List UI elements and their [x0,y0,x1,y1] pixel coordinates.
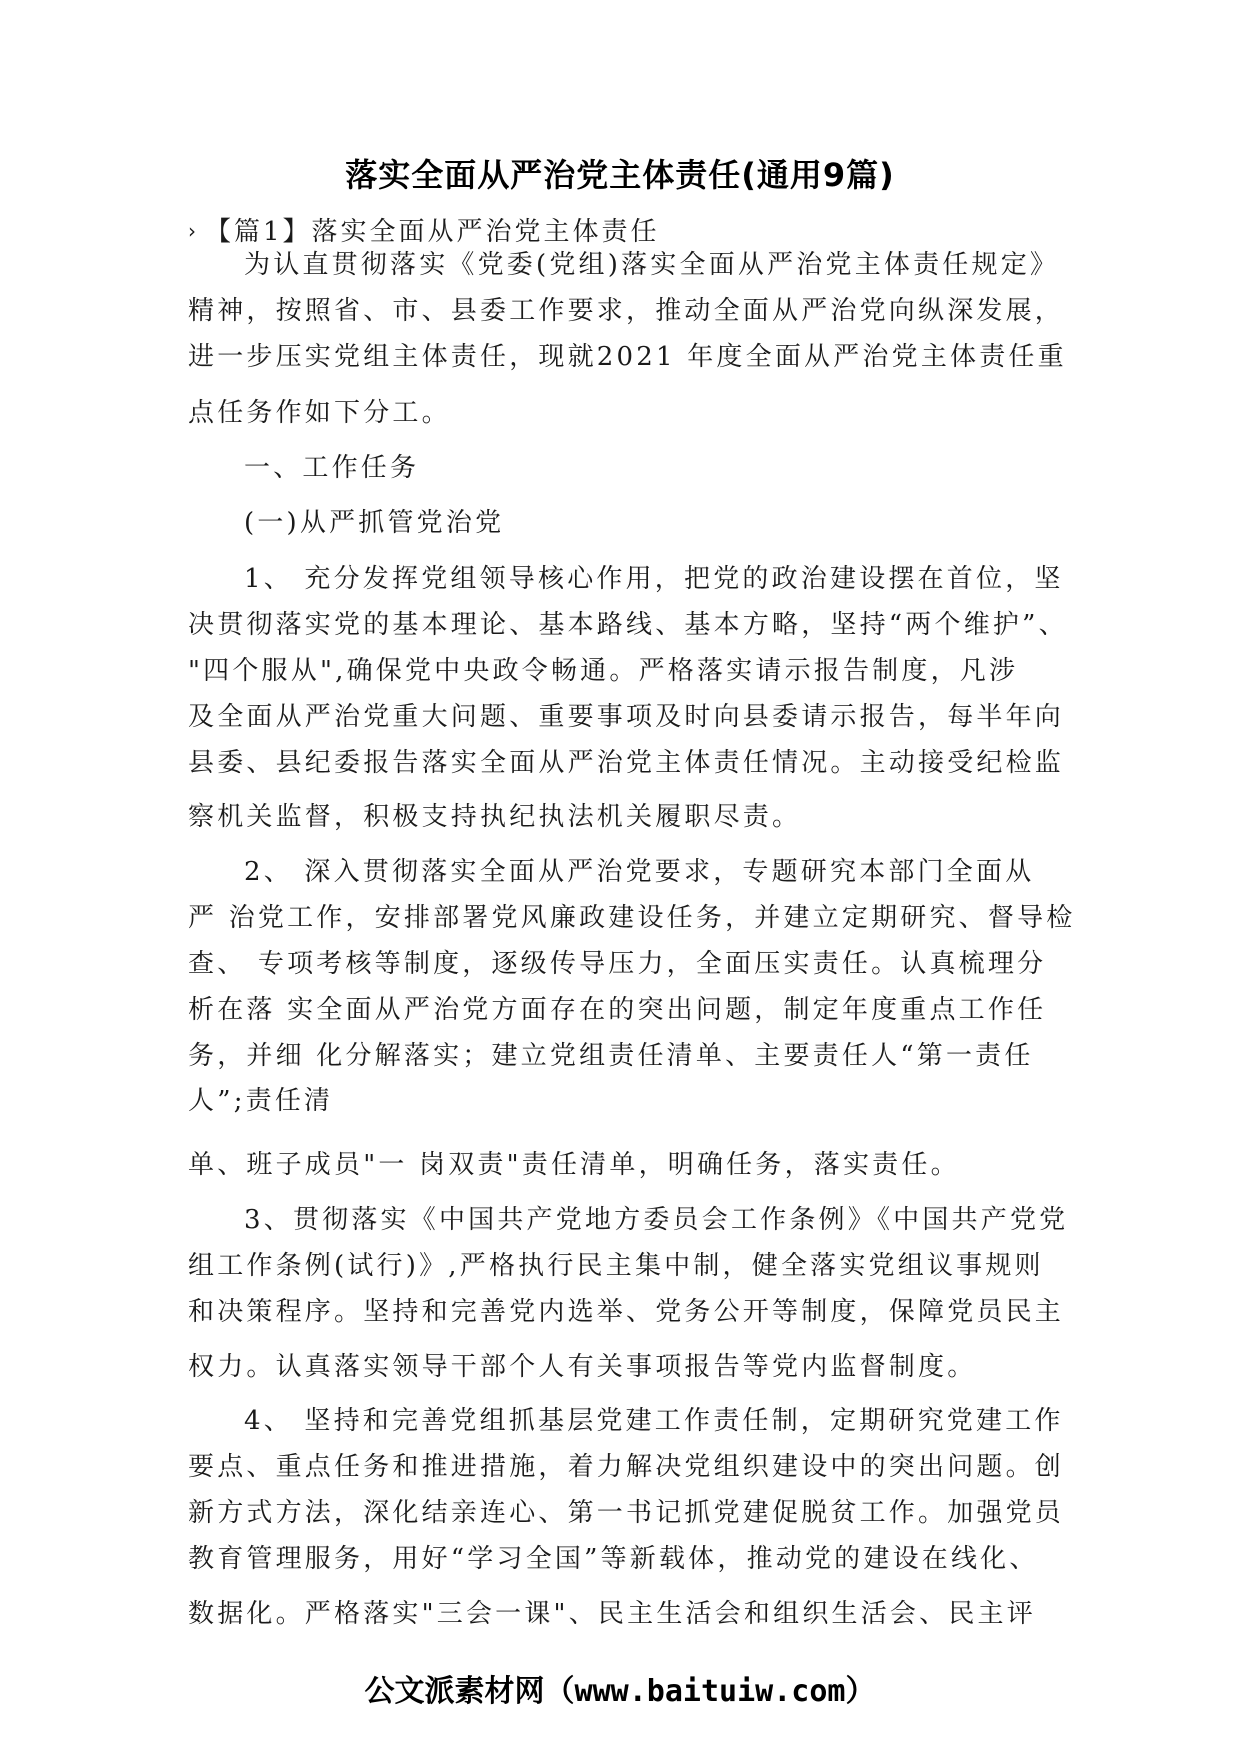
paragraph-line: 及全面从严治党重大问题、重要事项及时向县委请示报告，每半年向 [188,702,1065,732]
footer-watermark [0,1666,1240,1710]
paragraph-line: 3、贯彻落实《中国共产党地方委员会工作条例》《中国共产党党 [244,1205,1069,1235]
paragraph-line: 和决策程序。坚持和完善党内选举、党务公开等制度，保障党员民主 [188,1297,1065,1327]
document-title: 落实全面从严治党主体责任(通用9篇) [345,156,895,194]
section-subheading: (一)从严抓管党治党 [244,508,505,538]
paragraph-line: 点任务作如下分工。 [188,398,451,428]
paragraph-line: 数据化。严格落实"三会一课"、民主生活会和组织生活会、民主评 [188,1599,1036,1629]
paragraph-line: 组工作条例(试行)》,严格执行民主集中制，健全落实党组议事规则 [188,1251,1044,1281]
section-subheading: 一、工作任务 [244,453,420,483]
paragraph-line: 进一步压实党组主体责任，现就2021 年度全面从严治党主体责任重 [188,342,1067,372]
chevron-right-icon[interactable]: › [188,219,199,243]
paragraph-line: 4、 坚持和完善党组抓基层党建工作责任制，定期研究党建工作 [244,1406,1064,1436]
paragraph-line: 严 治党工作，安排部署党风廉政建设任务，并建立定期研究、督导检 [188,903,1076,933]
paragraph-line: 新方式方法，深化结亲连心、第一书记抓党建促脱贫工作。加强党员 [188,1498,1065,1528]
paragraph-line: 精神，按照省、市、县委工作要求，推动全面从严治党向纵深发展， [188,296,1065,326]
paragraph-line: 要点、重点任务和推进措施，着力解决党组织建设中的突出问题。创 [188,1452,1065,1482]
paragraph-line: 2、 深入贯彻落实全面从严治党要求，专题研究本部门全面从 [244,857,1035,887]
footer-url[interactable]: （www.baituiw.com） [544,1674,876,1709]
section-heading-text: 【篇1】落实全面从严治党主体责任 [205,217,660,247]
paragraph-line: 人”;责任清 [188,1086,334,1116]
paragraph-line: 教育管理服务，用好“学习全国”等新载体，推动党的建设在线化、 [188,1544,1039,1574]
paragraph-line: 查、 专项考核等制度，逐级传导压力，全面压实责任。认真梳理分 [188,949,1047,979]
paragraph-line: 务，并细 化分解落实；建立党组责任清单、主要责任人“第一责任 [188,1041,1034,1071]
paragraph-line: 决贯彻落实党的基本理论、基本路线、基本方略，坚持“两个维护”、 [188,610,1068,640]
paragraph-line: 县委、县纪委报告落实全面从严治党主体责任情况。主动接受纪检监 [188,748,1065,778]
section-heading[interactable] [188,211,660,248]
paragraph-line: 权力。认真落实领导干部个人有关事项报告等党内监督制度。 [188,1352,977,1382]
paragraph-line: 析在落 实全面从严治党方面存在的突出问题，制定年度重点工作任 [188,995,1047,1025]
paragraph-line: 1、 充分发挥党组领导核心作用，把党的政治建设摆在首位，坚 [244,564,1064,594]
paragraph-line: 为认直贯彻落实《党委(党组)落实全面从严治党主体责任规定》 [244,250,1060,280]
paragraph-line: 单、班子成员"一 岗双责"责任清单，明确任务，落实责任。 [188,1150,960,1180]
paragraph-line: "四个服从",确保党中央政令畅通。严格落实请示报告制度，凡涉 [188,656,1019,686]
footer-site-name: 公文派素材网 [364,1674,545,1709]
paragraph-line: 察机关监督，积极支持执纪执法机关履职尽责。 [188,802,802,832]
